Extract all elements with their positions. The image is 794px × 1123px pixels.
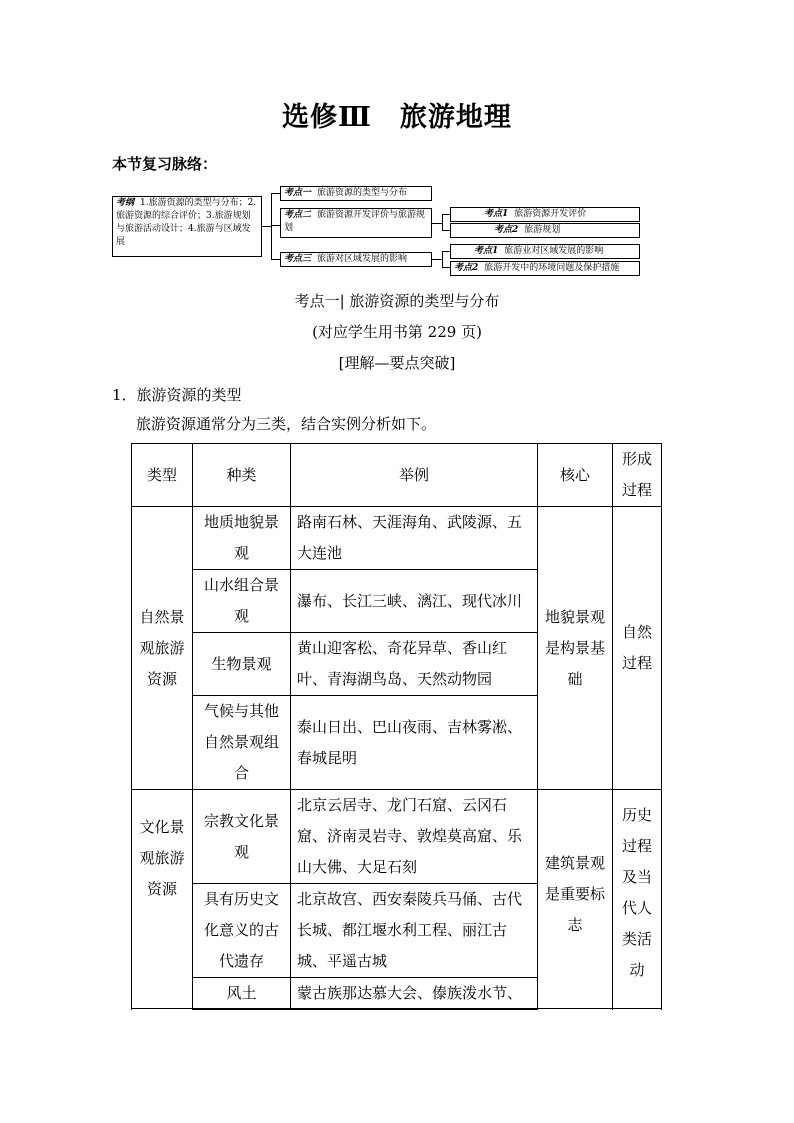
header-example: 举例 xyxy=(291,444,538,507)
cultural-core-cell: 建筑景观是重要标志 xyxy=(538,790,613,1010)
mindmap-sub3-1 xyxy=(450,244,640,259)
table-row xyxy=(132,790,662,884)
mindmap-sub2-2-tag: 考点2 xyxy=(494,225,519,235)
tourism-resource-table xyxy=(131,443,662,1010)
mindmap-branch-2-text: 旅游资源开发评价与旅游规划 xyxy=(284,210,426,233)
mindmap-branch-1 xyxy=(280,186,432,201)
mindmap-root-tag: 考纲 xyxy=(116,198,135,208)
mindmap-branch-3-text: 旅游对区域发展的影响 xyxy=(317,254,408,264)
kind-cell: 具有历史文化意义的古代遗存 xyxy=(193,884,291,978)
table-row xyxy=(132,507,662,570)
page-title: 选修Ⅲ 旅游地理 xyxy=(282,102,512,133)
natural-core-cell: 地貌景观是构景基础 xyxy=(538,507,613,790)
cultural-process-cell: 历史过程及当代人类活动 xyxy=(613,790,662,1010)
kind-cell: 地质地貌景观 xyxy=(193,507,291,570)
example-cell: 泰山日出、巴山夜雨、吉林雾凇、春城昆明 xyxy=(291,696,538,790)
mindmap-sub2-2 xyxy=(450,223,640,238)
mindmap-branch-3-tag: 考点三 xyxy=(284,254,312,264)
header-kind: 种类 xyxy=(193,444,291,507)
natural-process-cell: 自然过程 xyxy=(613,507,662,790)
example-cell: 瀑布、长江三峡、漓江、现代冰川 xyxy=(291,570,538,633)
cultural-type-cell: 文化景观旅游资源 xyxy=(132,790,193,1010)
section-heading: 1．旅游资源的类型 xyxy=(112,386,242,404)
kind-cell: 生物景观 xyxy=(193,633,291,696)
example-cell: 路南石林、天涯海角、武陵源、五大连池 xyxy=(291,507,538,570)
kind-cell: 气候与其他自然景观组合 xyxy=(193,696,291,790)
natural-type-cell: 自然景观旅游资源 xyxy=(132,507,193,790)
mindmap-branch-1-text: 旅游资源的类型与分布 xyxy=(317,188,408,198)
example-cell: 蒙古族那达慕大会、傣族泼水节、 xyxy=(291,978,538,1010)
header-core: 核心 xyxy=(538,444,613,507)
mindmap-sub2-2-text: 旅游规划 xyxy=(524,225,561,235)
example-cell: 北京故宫、西安秦陵兵马俑、古代长城、都江堰水利工程、丽江古城、平遥古城 xyxy=(291,884,538,978)
mindmap-branch-3 xyxy=(280,252,432,267)
book-reference: (对应学生用书第 229 页) xyxy=(312,323,482,341)
mindmap-branch-2 xyxy=(280,208,432,238)
header-type: 类型 xyxy=(132,444,193,507)
mindmap-sub2-1-tag: 考点1 xyxy=(484,209,509,219)
mindmap-sub3-1-text: 旅游业对区域发展的影响 xyxy=(504,246,604,256)
intro-paragraph: 旅游资源通常分为三类，结合实例分析如下。 xyxy=(136,415,437,433)
table-bottom-border xyxy=(131,1008,662,1009)
section-title: 考点一| 旅游资源的类型与分布 xyxy=(294,292,500,310)
mindmap-sub2-1 xyxy=(450,207,640,222)
mindmap-sub3-2 xyxy=(450,261,640,276)
mindmap-branch-2-tag: 考点二 xyxy=(284,210,312,220)
table-header-row xyxy=(132,444,662,507)
kind-cell: 山水组合景观 xyxy=(193,570,291,633)
kind-cell: 风土 xyxy=(193,978,291,1010)
understand-label: [理解—要点突破] xyxy=(338,354,456,372)
mindmap-sub3-2-text: 旅游开发中的环境问题及保护措施 xyxy=(484,263,620,273)
mindmap-root xyxy=(112,196,262,257)
example-cell: 北京云居寺、龙门石窟、云冈石窟、济南灵岩寺、敦煌莫高窟、乐山大佛、大足石刻 xyxy=(291,790,538,884)
kind-cell: 宗教文化景观 xyxy=(193,790,291,884)
header-process: 形成过程 xyxy=(613,444,662,507)
mindmap-sub3-1-tag: 考点1 xyxy=(474,246,499,256)
mindmap-root-text: 1.旅游资源的类型与分布；2.旅游资源的综合评价；3.旅游规划与旅游活动设计；4.旅游与区域发展 xyxy=(116,198,257,247)
review-label: 本节复习脉络： xyxy=(112,155,218,173)
mindmap-sub2-1-text: 旅游资源开发评价 xyxy=(514,209,587,219)
example-cell: 黄山迎客松、奇花异草、香山红叶、青海湖鸟岛、天然动物园 xyxy=(291,633,538,696)
mindmap-branch-1-tag: 考点一 xyxy=(284,188,312,198)
mindmap-sub3-2-tag: 考点2 xyxy=(454,263,479,273)
